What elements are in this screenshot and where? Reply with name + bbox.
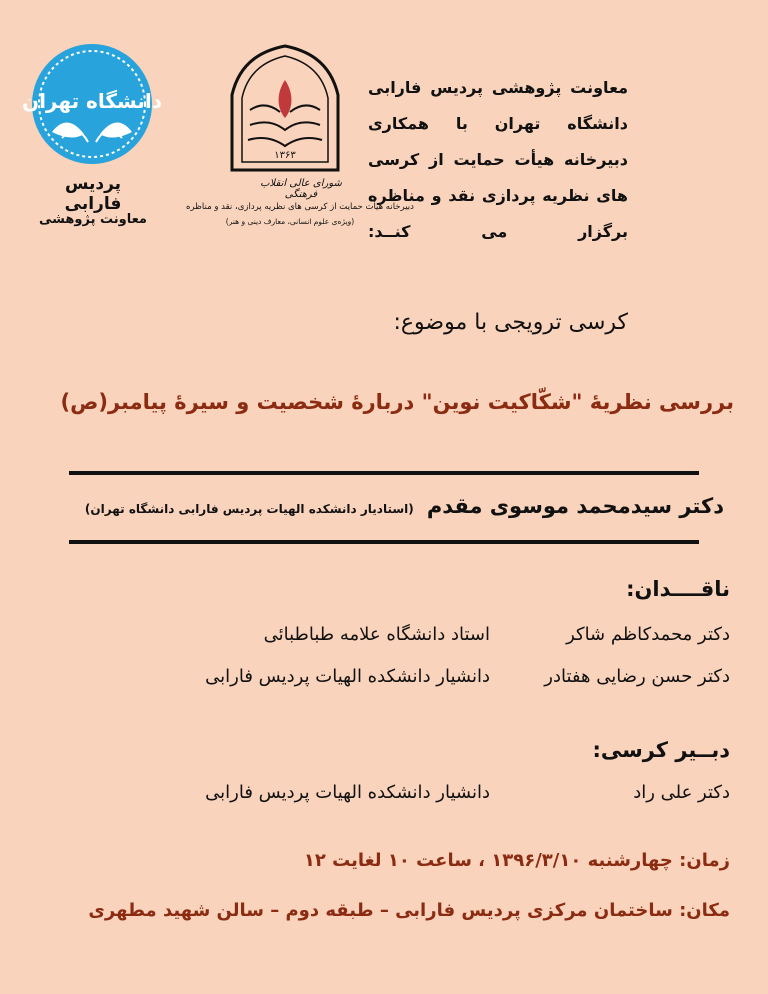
event-place: مکان: ساختمان مرکزی پردیس فارابی – طبقه دوم – سالن شهید مطهری: [88, 900, 730, 921]
council-seal-year: ۱۳۶۳: [274, 150, 296, 161]
moderator-name: دکتر علی راد: [633, 782, 730, 803]
council-secretariat: دبیرخانه هیأت حمایت از کرسی های نظریه پردازی، نقد و مناظره: [186, 202, 414, 212]
organizer-statement: [368, 70, 628, 250]
critic-title: دانشیار دانشکده الهیات پردیس فارابی: [205, 666, 490, 687]
council-name: شورای عالی انقلاب فرهنگی: [260, 178, 342, 200]
ut-department-name: معاونت پژوهشی: [39, 212, 147, 227]
moderator-heading: دبــیر کرسی:: [592, 738, 730, 762]
organizer-line: دانشگاه تهران با همکاری: [368, 114, 628, 133]
council-subtitle: (ویژه‌ی علوم انسانی، معارف دینی و هنر): [225, 217, 355, 226]
talk-title: بررسی نظریهٔ "شکّاکیت نوین" دربارهٔ شخصیت و سیرهٔ پیامبر(ص): [60, 390, 734, 414]
speaker-affiliation: (استادیار دانشکده الهیات پردیس فارابی دانشگاه تهران): [84, 502, 414, 516]
university-of-tehran-logo: [22, 42, 162, 167]
moderator-title: دانشیار دانشکده الهیات پردیس فارابی: [205, 782, 490, 803]
critics-heading: ناقــــدان:: [626, 577, 730, 601]
critic-row: [264, 624, 730, 645]
organizer-line: دبیرخانه هیأت حمایت از کرسی: [368, 150, 628, 169]
topic-label: کرسی ترویجی با موضوع:: [393, 310, 628, 335]
speaker-name: دکتر سیدمحمد موسوی مقدم: [426, 494, 724, 518]
ut-campus-name: پردیس فارابی: [64, 174, 122, 214]
moderator-row: [205, 782, 730, 803]
council-seal-logo: [220, 40, 350, 190]
critic-title: استاد دانشگاه علامه طباطبائی: [263, 624, 490, 645]
divider-bottom: [69, 540, 699, 544]
organizer-line: های نظریه پردازی نقد و مناظره: [368, 186, 628, 205]
divider-top: [69, 471, 699, 475]
speaker: [85, 494, 724, 518]
critic-row: [205, 666, 730, 687]
event-time: زمان: چهارشنبه ۱۳۹۶/۳/۱۰ ، ساعت ۱۰ لغایت ۱۲: [303, 850, 730, 871]
critic-name: دکتر محمدکاظم شاکر: [566, 624, 730, 645]
critic-name: دکتر حسن رضایی هفتادر: [544, 666, 730, 687]
organizer-line: معاونت پژوهشی پردیس فارابی: [368, 78, 628, 97]
organizer-line: برگزار می کنــد:: [368, 222, 628, 241]
ut-logo-text: دانشگاه تهران: [22, 89, 162, 113]
